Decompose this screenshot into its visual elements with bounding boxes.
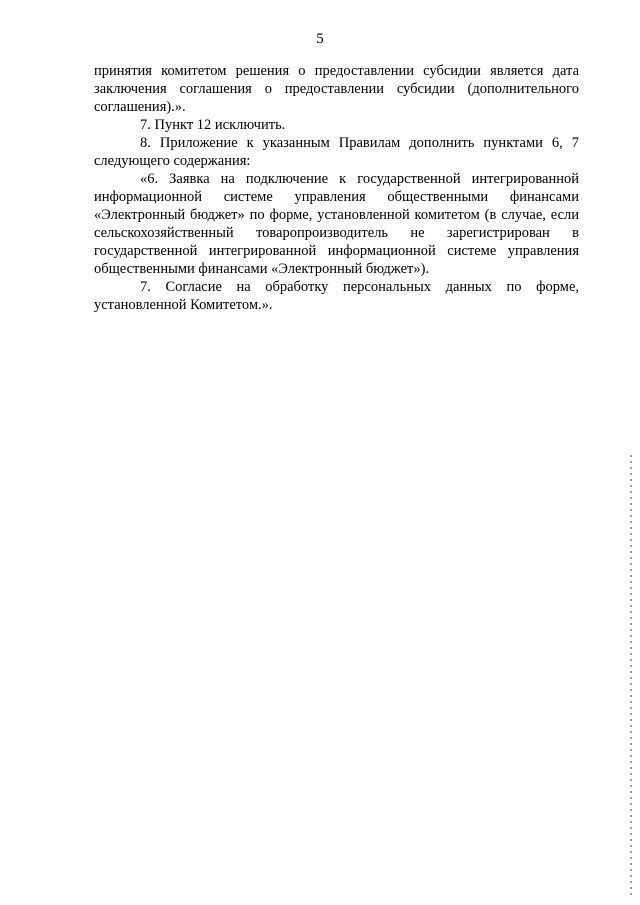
page-number: 5 — [316, 31, 324, 47]
paragraph-appendix-item-6: «6. Заявка на подключение к государственной интегрированной информационной системе управления общественными финансами «Электронный бюджет» по форме, установленной комитетом (в случае, если сельскохозяйственный товаропроизводитель не зарегистрирован в государственной интегрированной информационной системе управления общественными финансами «Электронный бюджет»). — [94, 171, 579, 277]
paragraph-continuation: принятия комитетом решения о предоставлении субсидии является дата заключения соглашения о предоставлении субсидии (дополнительного соглашения).». — [94, 63, 579, 115]
paragraph-appendix-item-7: 7. Согласие на обработку персональных данных по форме, установленной Комитетом.». — [94, 279, 579, 313]
scan-edge-artifact — [630, 455, 632, 895]
document-body — [94, 62, 579, 314]
paragraph-item-7-exclude: 7. Пункт 12 исключить. — [140, 117, 286, 133]
paragraph-item-8-appendix: 8. Приложение к указанным Правилам дополнить пунктами 6, 7 следующего содержания: — [94, 135, 579, 169]
